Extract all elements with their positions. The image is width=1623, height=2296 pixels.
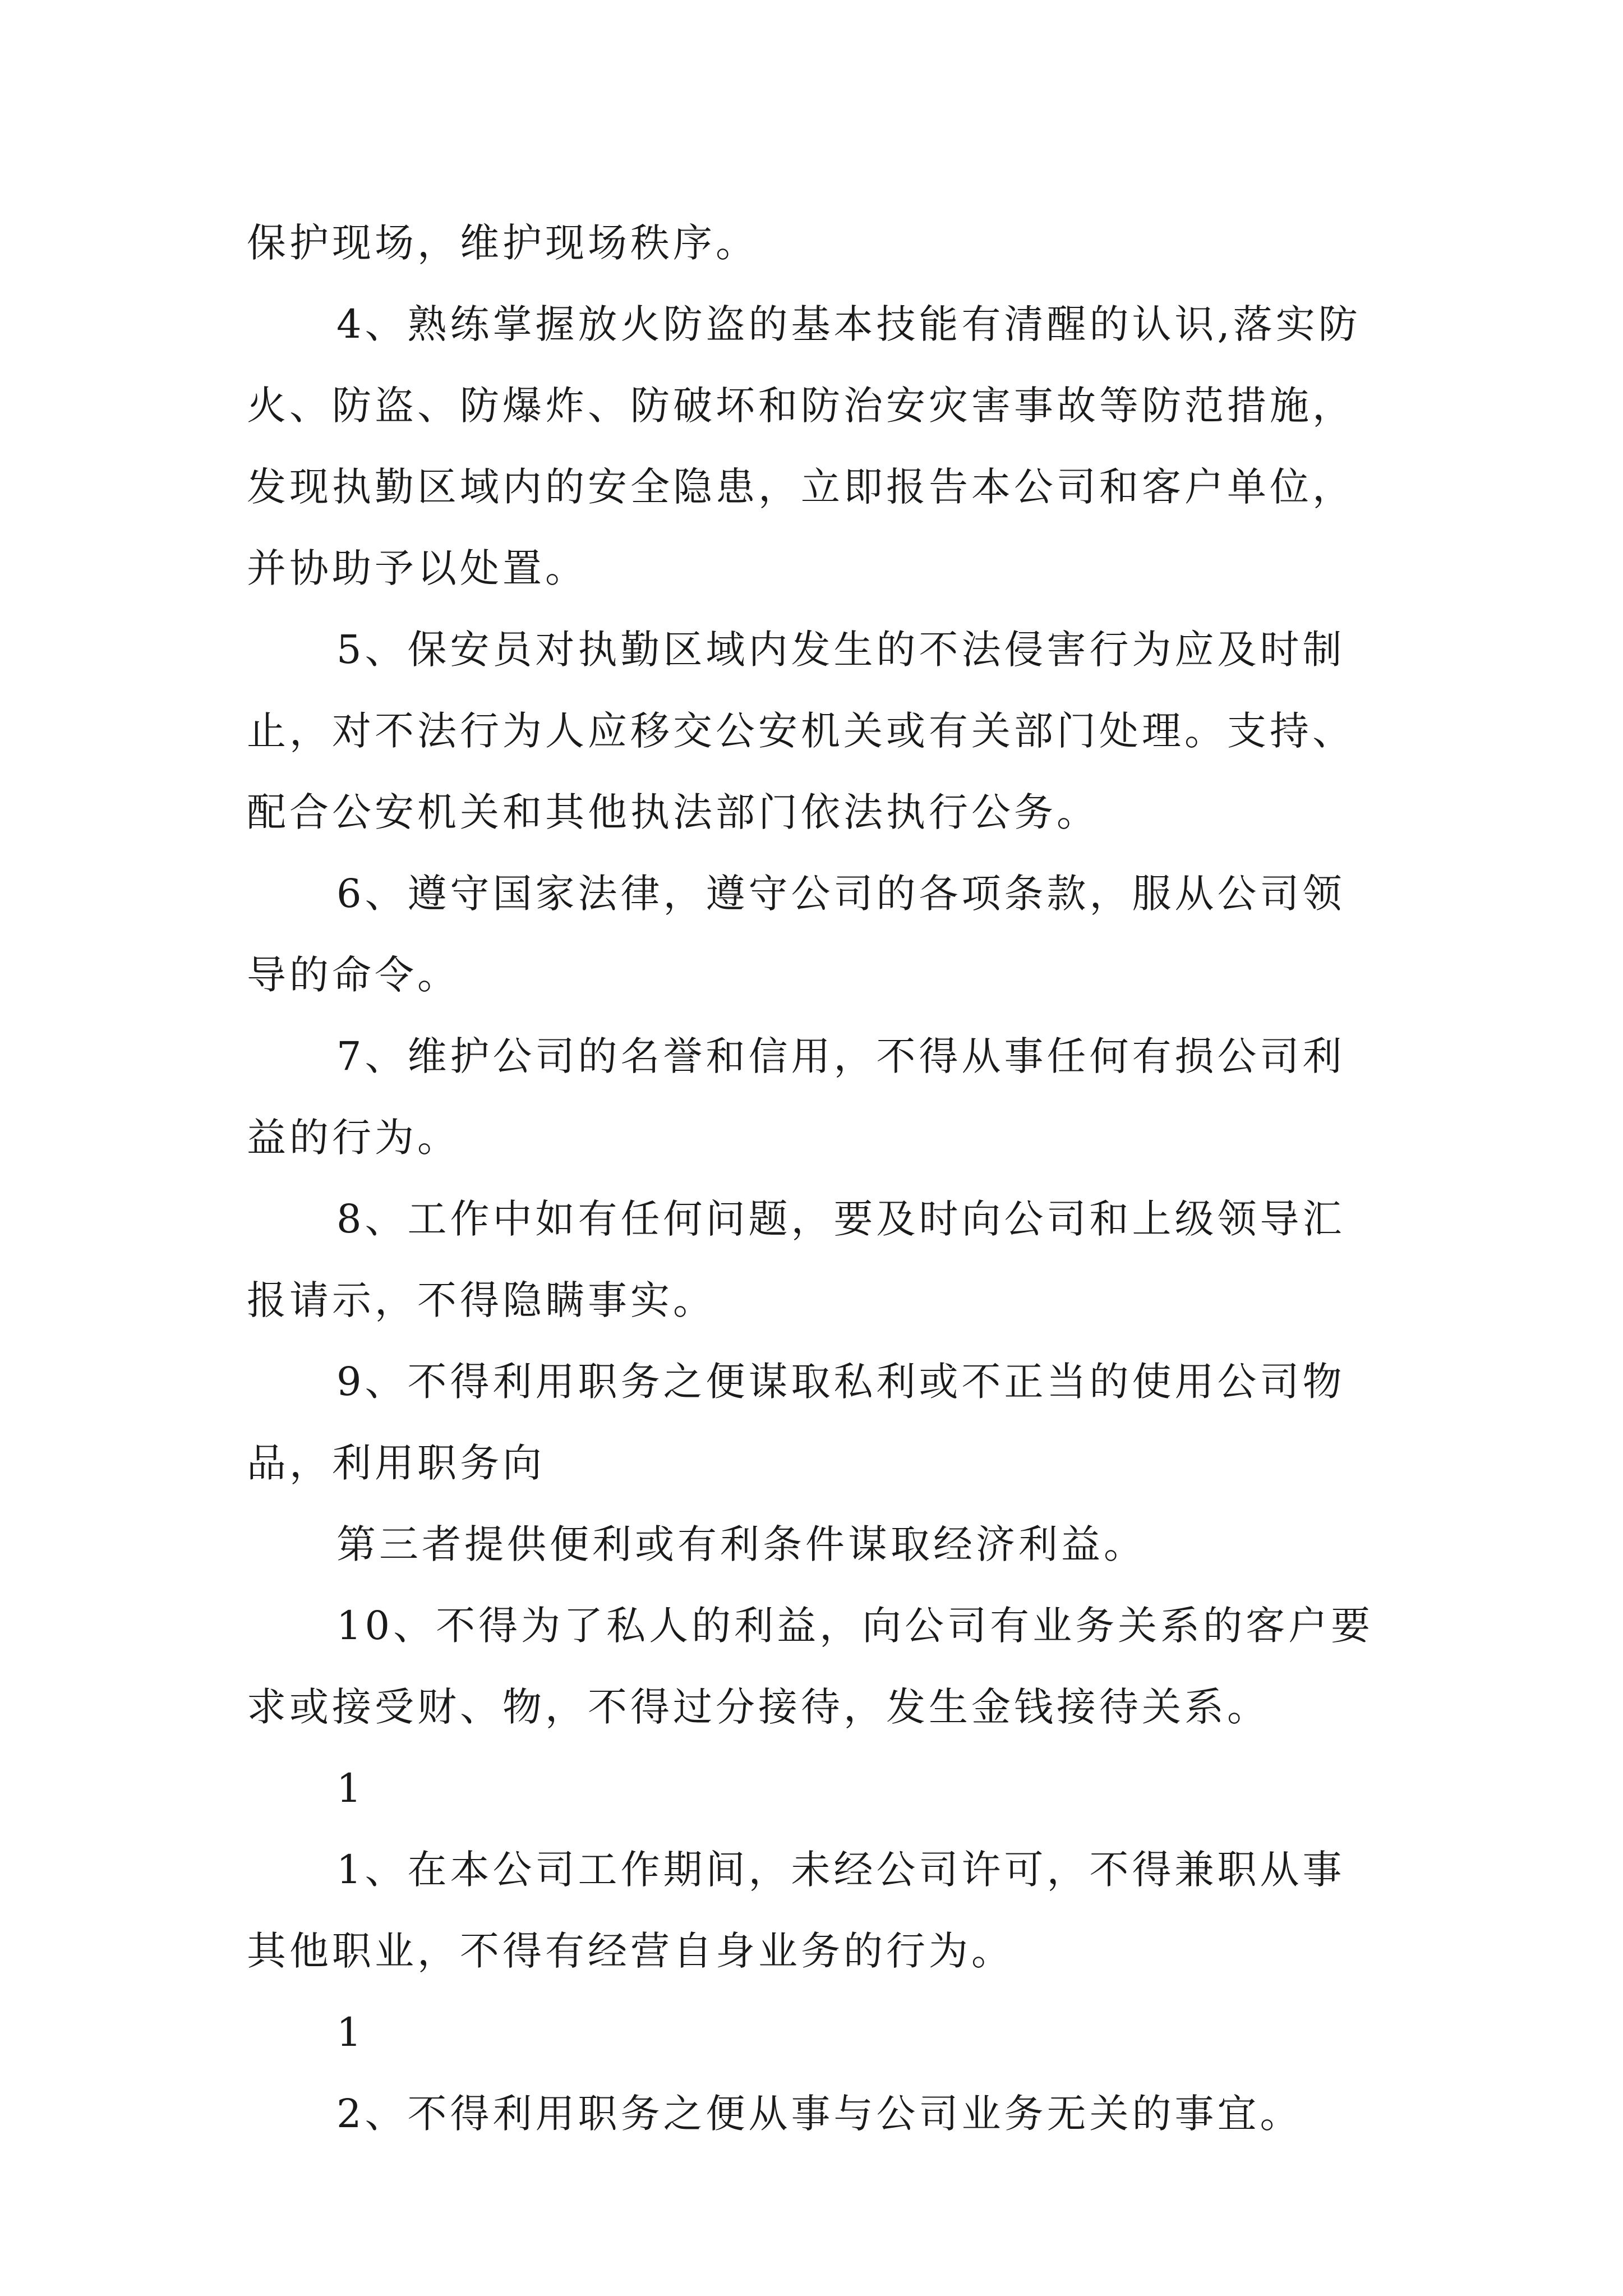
text-line: 导的命令。 xyxy=(247,952,460,998)
text-line: 益的行为。 xyxy=(247,1115,460,1161)
text-line: 第三者提供便利或有利条件谋取经济利益。 xyxy=(336,1521,1146,1567)
text-line: 5、保安员对执勤区域内发生的不法侵害行为应及时制 xyxy=(336,627,1345,673)
text-line: 求或接受财、物，不得过分接待，发生金钱接待关系。 xyxy=(247,1684,1270,1730)
text-line: 并协助予以处置。 xyxy=(247,545,588,591)
text-line: 2、不得利用职务之便从事与公司业务无关的事宜。 xyxy=(336,2091,1303,2137)
text-line: 9、不得利用职务之便谋取私利或不正当的使用公司物 xyxy=(336,1359,1345,1405)
text-line: 1 xyxy=(336,2009,365,2055)
text-line: 8、工作中如有任何问题，要及时向公司和上级领导汇 xyxy=(336,1196,1345,1242)
text-line: 发现执勤区域内的安全隐患，立即报告本公司和客户单位， xyxy=(247,464,1355,510)
text-line: 保护现场，维护现场秩序。 xyxy=(247,220,758,266)
text-line: 报请示，不得隐瞒事实。 xyxy=(247,1277,716,1323)
text-line: 品，利用职务向 xyxy=(247,1440,545,1486)
text-line: 其他职业，不得有经营自身业务的行为。 xyxy=(247,1928,1014,1974)
text-line: 1 xyxy=(336,1765,365,1811)
text-line: 止，对不法行为人应移交公安机关或有关部门处理。支持、 xyxy=(247,708,1355,754)
text-line: 4、熟练掌握放火防盗的基本技能有清醒的认识,落实防 xyxy=(336,301,1361,347)
text-line: 1、在本公司工作期间，未经公司许可，不得兼职从事 xyxy=(336,1847,1345,1893)
text-line: 配合公安机关和其他执法部门依法执行公务。 xyxy=(247,789,1099,835)
text-line: 10、不得为了私人的利益，向公司有业务关系的客户要 xyxy=(336,1603,1374,1649)
text-line: 火、防盗、防爆炸、防破坏和防治安灾害事故等防范措施， xyxy=(247,383,1355,429)
text-line: 6、遵守国家法律，遵守公司的各项条款，服从公司领 xyxy=(336,871,1345,917)
text-line: 7、维护公司的名誉和信用，不得从事任何有损公司利 xyxy=(336,1033,1345,1079)
